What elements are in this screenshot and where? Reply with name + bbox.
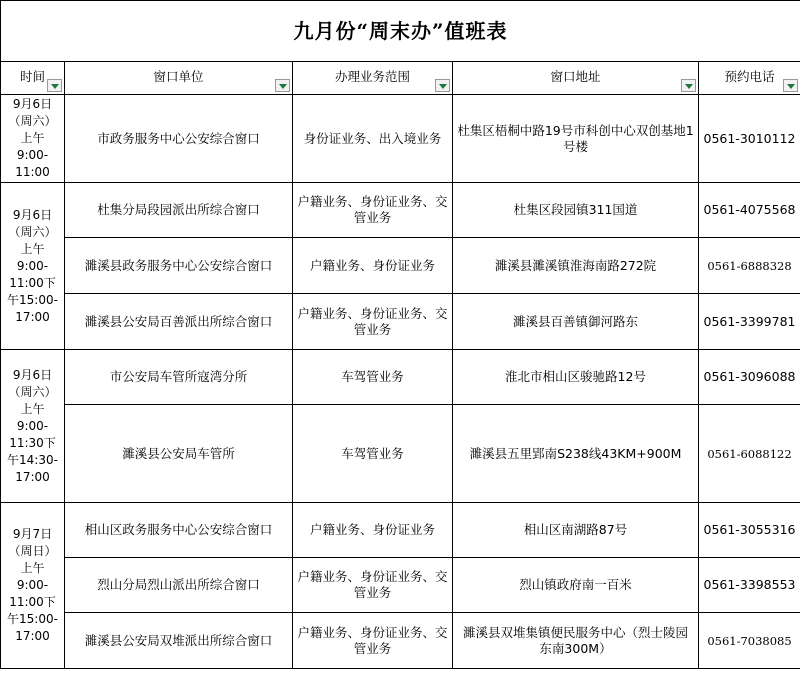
table-row [1, 405, 800, 503]
header-scope-label: 办理业务范围 [334, 69, 410, 84]
scope-cell: 户籍业务、身份证业务、交管业务 [293, 613, 453, 669]
title-row [1, 1, 800, 62]
scope-cell: 户籍业务、身份证业务 [293, 238, 453, 294]
filter-dropdown-icon[interactable] [275, 79, 290, 92]
address-cell: 濉溪县五里郢南S238线43KM+900M [453, 405, 699, 503]
phone-cell: 0561-3010112 [699, 95, 800, 183]
phone-cell: 0561-3055316 [699, 503, 800, 558]
phone-cell: 0561-7038085 [699, 613, 800, 669]
scope-cell: 户籍业务、身份证业务、交管业务 [293, 294, 453, 350]
header-scope [293, 62, 453, 95]
address-cell: 濉溪县百善镇御河路东 [453, 294, 699, 350]
address-cell: 淮北市相山区骏驰路12号 [453, 350, 699, 405]
unit-cell: 濉溪县公安局双堆派出所综合窗口 [65, 613, 293, 669]
unit-cell: 濉溪县公安局车管所 [65, 405, 293, 503]
address-cell: 烈山镇政府南一百米 [453, 558, 699, 613]
table-row [1, 613, 800, 669]
filter-dropdown-icon[interactable] [435, 79, 450, 92]
scope-cell: 身份证业务、出入境业务 [293, 95, 453, 183]
scope-cell: 车驾管业务 [293, 350, 453, 405]
phone-cell: 0561-3096088 [699, 350, 800, 405]
scope-cell: 户籍业务、身份证业务 [293, 503, 453, 558]
address-cell: 杜集区段园镇311国道 [453, 183, 699, 238]
header-time-label: 时间 [19, 69, 45, 84]
header-phone [699, 62, 800, 95]
header-row [1, 62, 800, 95]
time-cell: 9月6日 （周六） 上午 9:00- 11:30下 午14:30- 17:00 [1, 350, 65, 503]
table-row [1, 350, 800, 405]
phone-cell: 0561-6888328 [699, 238, 800, 294]
unit-cell: 相山区政务服务中心公安综合窗口 [65, 503, 293, 558]
header-unit-label: 窗口单位 [153, 69, 204, 84]
filter-dropdown-icon[interactable] [47, 79, 62, 92]
phone-cell: 0561-6088122 [699, 405, 800, 503]
header-address-label: 窗口地址 [550, 69, 601, 84]
unit-cell: 杜集分局段园派出所综合窗口 [65, 183, 293, 238]
table-row [1, 503, 800, 558]
time-cell: 9月6日 （周六） 上午 9:00- 11:00 [1, 95, 65, 183]
unit-cell: 市公安局车管所寇湾分所 [65, 350, 293, 405]
scope-cell: 户籍业务、身份证业务、交管业务 [293, 183, 453, 238]
time-cell: 9月7日 （周日） 上午 9:00- 11:00下 午15:00- 17:00 [1, 503, 65, 669]
address-cell: 相山区南湖路87号 [453, 503, 699, 558]
unit-cell: 濉溪县政务服务中心公安综合窗口 [65, 238, 293, 294]
scope-cell: 车驾管业务 [293, 405, 453, 503]
scope-cell: 户籍业务、身份证业务、交管业务 [293, 558, 453, 613]
phone-cell: 0561-4075568 [699, 183, 800, 238]
filter-dropdown-icon[interactable] [783, 79, 798, 92]
filter-dropdown-icon[interactable] [681, 79, 696, 92]
unit-cell: 濉溪县公安局百善派出所综合窗口 [65, 294, 293, 350]
table-row [1, 95, 800, 183]
table-row [1, 294, 800, 350]
unit-cell: 烈山分局烈山派出所综合窗口 [65, 558, 293, 613]
address-cell: 濉溪县濉溪镇淮海南路272院 [453, 238, 699, 294]
header-time [1, 62, 65, 95]
header-address [453, 62, 699, 95]
table-row [1, 183, 800, 238]
phone-cell: 0561-3398553 [699, 558, 800, 613]
address-cell: 杜集区梧桐中路19号市科创中心双创基地1号楼 [453, 95, 699, 183]
phone-cell: 0561-3399781 [699, 294, 800, 350]
header-phone-label: 预约电话 [724, 69, 775, 84]
time-cell: 9月6日 （周六） 上午 9:00- 11:00下 午15:00- 17:00 [1, 183, 65, 350]
unit-cell: 市政务服务中心公安综合窗口 [65, 95, 293, 183]
table-title: 九月份“周末办”值班表 [1, 1, 800, 62]
table-row [1, 238, 800, 294]
header-unit [65, 62, 293, 95]
table-row [1, 558, 800, 613]
address-cell: 濉溪县双堆集镇便民服务中心（烈士陵园东南300M） [453, 613, 699, 669]
